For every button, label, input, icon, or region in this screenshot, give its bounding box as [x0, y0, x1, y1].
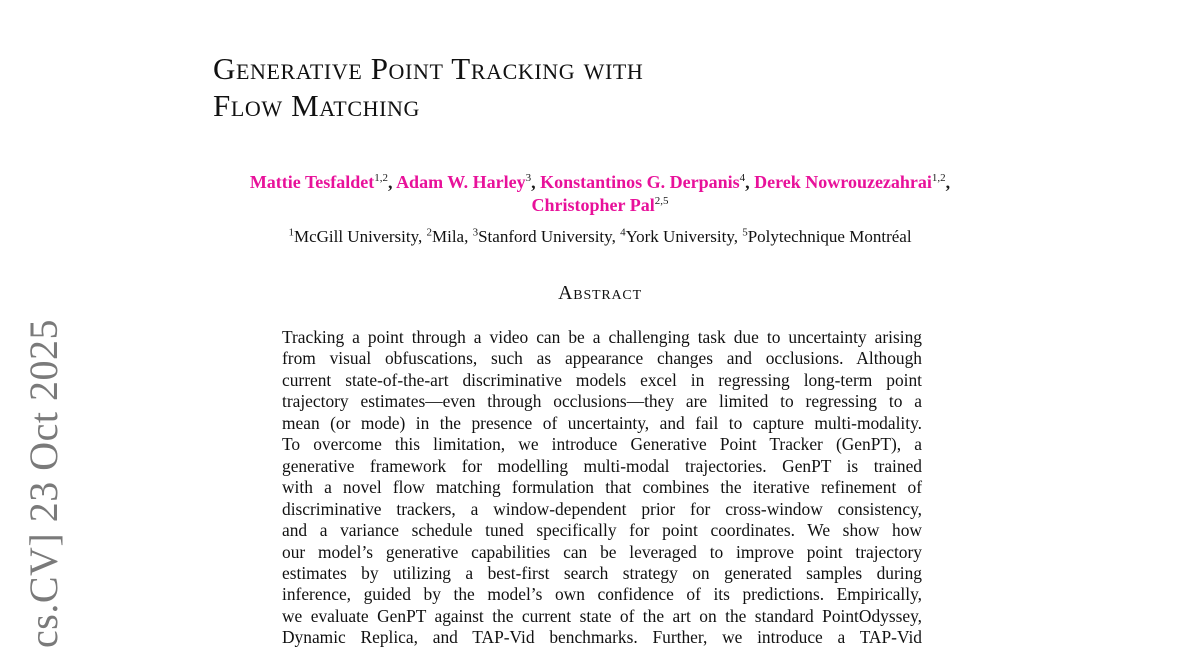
author-affiliation-sup: 3	[525, 172, 532, 184]
affiliation-sup: 1	[288, 226, 294, 239]
title-line-2: Flow Matching	[213, 88, 420, 123]
affiliation-name: Polytechnique Montréal	[747, 227, 912, 246]
abstract-line: Tracking a point through a video can be a challenging task due to uncertainty arising	[282, 327, 922, 347]
author-name[interactable]: Christopher Pal	[531, 195, 655, 215]
abstract-line: Dynamic Replica, and TAP-Vid benchmarks. Further, we introduce a TAP-Vid	[282, 627, 922, 648]
author-list: Mattie Tesfaldet$^{1,2}$, Adam W. Harley$^3$, Konstantinos G. Derpanis$^4$, Derek Nowrouzezahrai$^{1,2}$, Christopher Pal$^{2,5}$	[249, 172, 951, 215]
author-affiliation-sup: 2,5	[654, 195, 669, 207]
abstract-line: generative framework for modelling multi-modal trajectories. GenPT is trained	[282, 455, 922, 476]
author-affiliation-sup: 1,2	[931, 172, 946, 184]
affiliation-sup: 3	[472, 226, 479, 239]
affiliation-sup: 5	[742, 226, 748, 239]
paper-title	[213, 50, 643, 124]
affiliation-name: York University	[625, 227, 734, 246]
abstract-line: discriminative trackers, a window-dependent prior for cross-window consistency,	[282, 498, 922, 519]
abstract-heading: Abstract	[558, 282, 642, 304]
abstract-line: our model’s generative capabilities can be leveraged to improve point trajectory	[282, 541, 922, 562]
affiliation-sup: 2	[426, 226, 432, 239]
author-name[interactable]: Konstantinos G. Derpanis	[540, 172, 740, 192]
title-line-1: Generative Point Tracking with	[213, 51, 644, 86]
author-affiliation-sup: 1,2	[374, 172, 389, 184]
affiliation-list: $^1$McGill University, $^2$Mila, $^3$Stanford University, $^4$York University, $^5$Polytechnique Montréal	[288, 226, 912, 246]
abstract-line: current state-of-the-art discriminative models excel in regressing long-term point	[282, 369, 922, 390]
affiliation-name: Stanford University	[478, 227, 612, 246]
abstract-line: from visual obfuscations, such as appearance changes and occlusions. Although	[282, 348, 922, 369]
abstract-line: with a novel flow matching formulation that combines the iterative refinement of	[282, 477, 922, 498]
affiliation-name: McGill University	[293, 227, 418, 246]
abstract-line: we evaluate GenPT against the current state of the art on the standard PointOdyssey,	[282, 605, 922, 626]
author-name[interactable]: Derek Nowrouzezahrai	[754, 172, 932, 192]
abstract-line: inference, guided by the model’s own confidence of its predictions. Empirically,	[282, 584, 922, 605]
abstract-line: estimates by utilizing a best-first search strategy on generated samples during	[282, 562, 922, 583]
abstract-line: trajectory estimates—even through occlusions—they are limited to regressing to a	[282, 391, 922, 412]
affiliation-name: Mila	[431, 227, 465, 246]
abstract-line: To overcome this limitation, we introduce Generative Point Tracker (GenPT), a	[282, 434, 922, 455]
author-name[interactable]: Mattie Tesfaldet	[249, 172, 375, 192]
affiliation-sup: 4	[620, 226, 626, 239]
arxiv-stamp: cs.CV] 23 Oct 2025	[21, 319, 66, 648]
author-name[interactable]: Adam W. Harley	[396, 172, 526, 192]
abstract-line: and a variance schedule tuned specifically for point coordinates. We show how	[282, 520, 922, 541]
author-affiliation-sup: 4	[739, 172, 746, 184]
abstract-line: mean (or mode) in the presence of uncertainty, and fail to capture multi-modality.	[282, 412, 922, 433]
abstract-body	[282, 327, 922, 649]
